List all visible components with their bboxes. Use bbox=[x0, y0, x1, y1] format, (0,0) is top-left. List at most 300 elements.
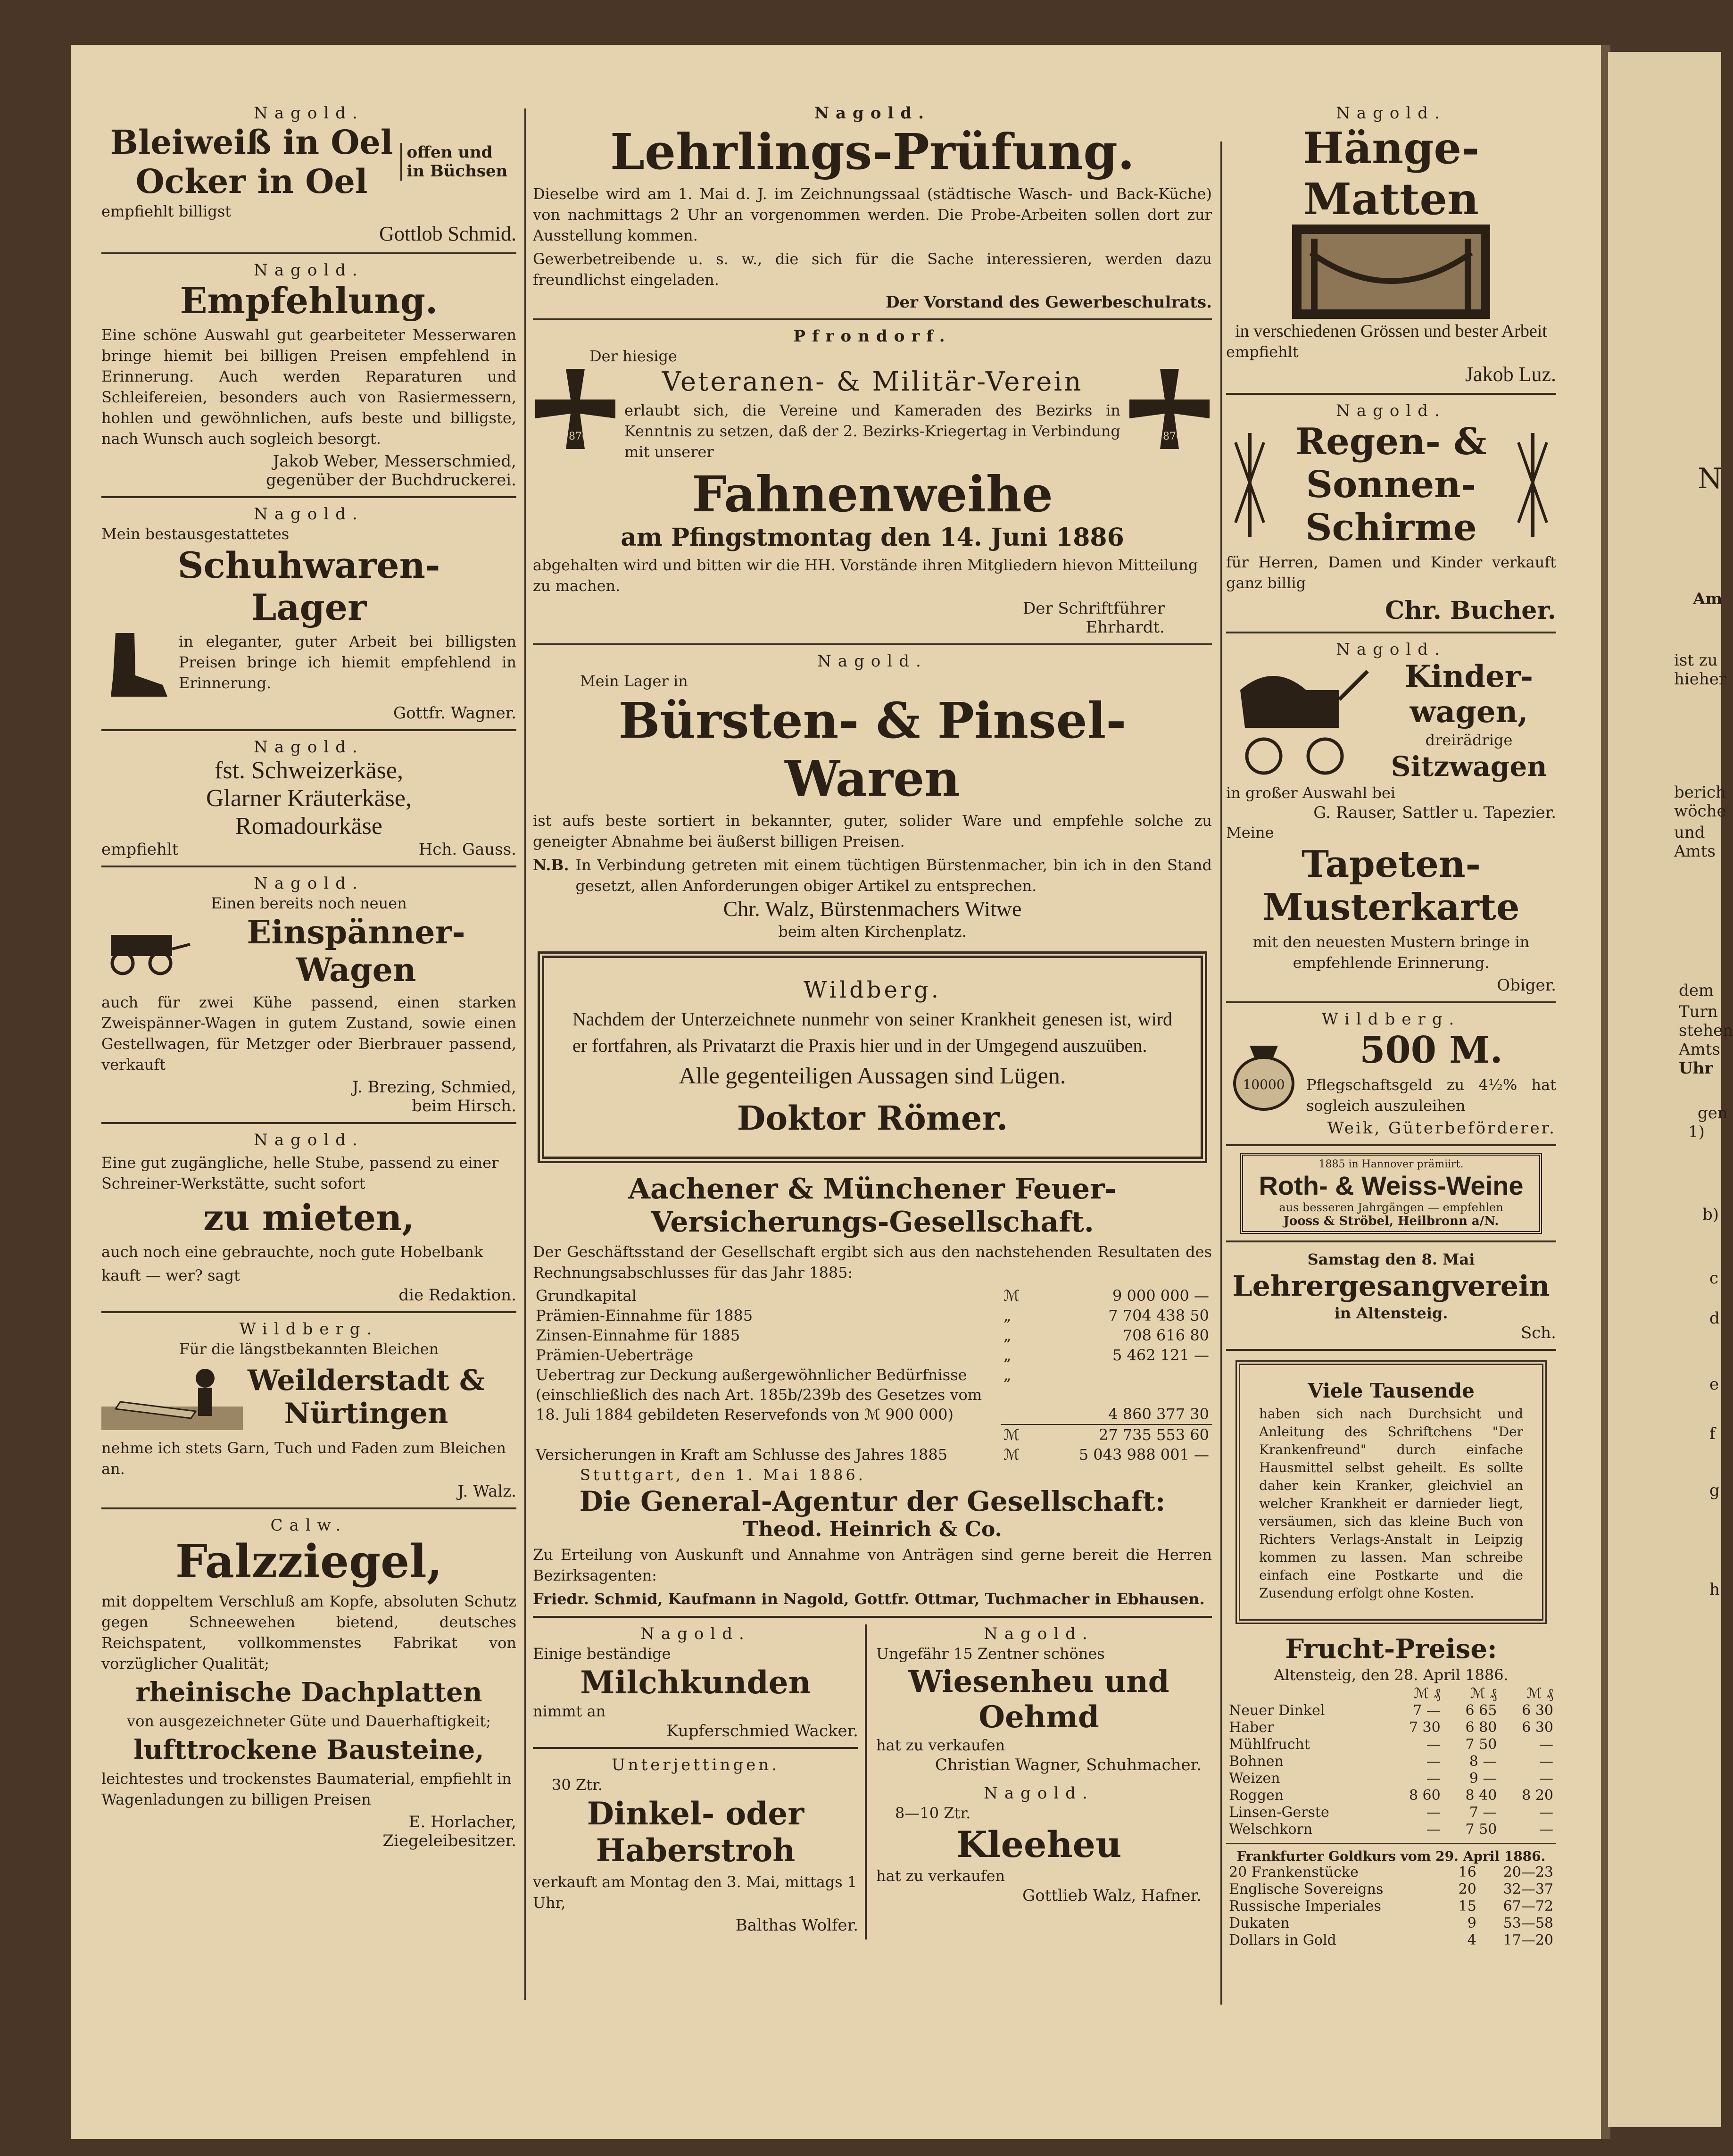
ad-text: ist aufs beste sortiert in bekannter, guter, solider Ware und empfehle solche zu geneigter Abnahme bei äußerst billigen Preisen. bbox=[533, 812, 1212, 850]
gold-title: Frankfurter Goldkurs vom 29. April 1886. bbox=[1236, 1848, 1546, 1864]
row-value: 27 735 553 60 bbox=[1030, 1424, 1212, 1445]
column-rule-2 bbox=[1220, 142, 1222, 2005]
bottom-ads-row bbox=[533, 1624, 1212, 1940]
row-value: 6 65 bbox=[1465, 1702, 1497, 1719]
ad-title: Bürsten- & Pinsel-Waren bbox=[618, 691, 1127, 807]
table-row bbox=[533, 1345, 1212, 1365]
ad-text: in großer Auswahl bei bbox=[1226, 784, 1396, 802]
ad-schuhwaren bbox=[101, 505, 516, 723]
ad-title: Bleiweiß in Oel bbox=[110, 123, 393, 162]
fragment: b) bbox=[1702, 1205, 1719, 1224]
row-value: 15 bbox=[1458, 1898, 1476, 1915]
row-label: Prämien-Einnahme für 1885 bbox=[536, 1307, 753, 1324]
row-value: — bbox=[1539, 1770, 1553, 1787]
divider bbox=[1226, 1144, 1556, 1146]
ad-title-2: Nürtingen bbox=[284, 1397, 448, 1430]
row-name: Haber bbox=[1229, 1719, 1274, 1736]
ad-signature: Doktor Römer. bbox=[737, 1099, 1008, 1138]
row-value: 32—37 bbox=[1503, 1881, 1553, 1898]
ad-title-4: Tapeten- bbox=[1301, 843, 1481, 886]
ad-text: haben sich nach Durchsicht und Anleitung des Schriftchens "Der Krankenfreund" durch einfache Hausmittel selbst geheilt. Es sollte daher kein Kranker, gleichviel an welcher Krankheit er darnieder liegt, versäumen, sich das kleine Buch von Richters Verlags-Anstalt in Leipzig kommen zu lassen. Man schreibe einfach eine Postkarte und die Zusendung erfolgt ohne Kosten. bbox=[1259, 1406, 1523, 1601]
ad-title: Roth- & Weiss-Weine bbox=[1259, 1171, 1524, 1200]
row-value: — bbox=[1539, 1736, 1553, 1753]
iron-cross-icon bbox=[533, 366, 618, 451]
row-value: 6 80 bbox=[1465, 1719, 1497, 1736]
table-row bbox=[533, 1424, 1212, 1445]
ad-place: Nagold. bbox=[254, 505, 364, 524]
prices-table bbox=[1226, 1685, 1556, 1838]
col-header: ℳ ₰ bbox=[1414, 1685, 1441, 1702]
ad-kleeheu bbox=[876, 1784, 1202, 1905]
ad-signature-2: Obiger. bbox=[1497, 976, 1556, 995]
ad-text: in verschiedenen Grössen und bester Arbeit bbox=[1235, 321, 1547, 341]
ad-text: Eine schöne Auswahl gut gearbeiteter Messerwaren bringe hiemit bei billigen Preisen empfehlend in Erinnerung. Auch werden Reparaturen und Schleifereien, besonders auch von Rasiermessern, hohlen und gewöhnlichen, aufs beste und billigste, nach Wunsch auch sogleich besorgt. bbox=[101, 326, 516, 448]
gold-table bbox=[1226, 1864, 1556, 1949]
ad-place: Nagold. bbox=[254, 1131, 364, 1149]
fragment: hieher bbox=[1674, 670, 1727, 689]
ad-qty: 8—10 Ztr. bbox=[895, 1804, 971, 1822]
ad-title: 500 M. bbox=[1360, 1029, 1503, 1072]
row-currency: ℳ bbox=[1001, 1424, 1030, 1445]
ad-versicherung bbox=[533, 1173, 1212, 1609]
ad-signature: G. Rauser, Sattler u. Tapezier. bbox=[1313, 803, 1556, 822]
ad-signature: Jakob Luz. bbox=[1465, 363, 1556, 386]
fragment: Turn bbox=[1679, 1002, 1718, 1021]
table-row bbox=[1226, 1804, 1556, 1821]
row-value: — bbox=[1539, 1804, 1553, 1821]
ad-agency: Die General-Agentur der Gesellschaft: bbox=[579, 1485, 1166, 1517]
row-label: Zinsen-Einnahme für 1885 bbox=[536, 1326, 740, 1344]
fragment: Uhr bbox=[1679, 1059, 1713, 1078]
ad-date: am Pfingstmontag den 14. Juni 1886 bbox=[621, 523, 1124, 552]
column-rule-1 bbox=[524, 108, 526, 2000]
table-row bbox=[1226, 1881, 1556, 1898]
row-value: 6 30 bbox=[1522, 1702, 1553, 1719]
table-row bbox=[1226, 1787, 1556, 1804]
row-name: Welschkorn bbox=[1229, 1821, 1313, 1838]
row-value: 9 bbox=[1467, 1915, 1476, 1931]
row-label: Versicherungen in Kraft am Schlusse des Jahres 1885 bbox=[536, 1446, 948, 1464]
fragment: e bbox=[1709, 1375, 1719, 1394]
row-value: — bbox=[1426, 1821, 1441, 1838]
ad-pretext: empfiehlt bbox=[1226, 343, 1299, 361]
pram-icon bbox=[1226, 662, 1377, 780]
iron-cross-icon bbox=[1127, 366, 1212, 451]
ad-text: nimmt an bbox=[533, 1702, 606, 1720]
row-name: Englische Sovereigns bbox=[1229, 1881, 1384, 1898]
ad-title-2: wagen, bbox=[1410, 694, 1528, 730]
divider bbox=[1226, 1001, 1556, 1003]
fragment: Amts bbox=[1674, 842, 1716, 861]
table-row bbox=[533, 1306, 1212, 1325]
ad-pretext: Für die längstbekannten Bleichen bbox=[179, 1340, 439, 1358]
divider bbox=[101, 1311, 516, 1313]
row-name: Dukaten bbox=[1229, 1915, 1290, 1931]
ad-empfehlung bbox=[101, 261, 516, 490]
row-value: 4 860 377 30 bbox=[1108, 1405, 1209, 1423]
ad-club: Veteranen- & Militär-Verein bbox=[662, 366, 1083, 397]
ad-signature: Balthas Wolfer. bbox=[735, 1916, 858, 1935]
ad-text-2: von ausgezeichneter Güte und Dauerhaftigkeit; bbox=[127, 1712, 491, 1730]
row-value: 16 bbox=[1458, 1864, 1476, 1881]
ad-fahnenweihe bbox=[533, 327, 1212, 637]
row-value: 4 bbox=[1467, 1932, 1476, 1948]
ad-title-3: Schirme bbox=[1305, 506, 1477, 549]
column-1 bbox=[101, 104, 516, 1855]
row-value: 7 — bbox=[1413, 1702, 1441, 1719]
ad-text-2: mit den neuesten Mustern bringe in empfehlende Erinnerung. bbox=[1252, 933, 1530, 972]
ad-text: hat zu verkaufen bbox=[876, 1736, 1005, 1754]
ad-text: hat zu verkaufen bbox=[876, 1867, 1005, 1885]
row-value: 7 — bbox=[1469, 1804, 1497, 1821]
ad-text: Eine gut zugängliche, helle Stube, passend zu einer Schreiner-Werkstätte, sucht sofort bbox=[101, 1154, 499, 1192]
ad-stroh bbox=[533, 1756, 858, 1935]
ad-side-1: offen und bbox=[406, 143, 493, 162]
row-value: 7 50 bbox=[1465, 1736, 1497, 1753]
row-name: Linsen-Gerste bbox=[1229, 1804, 1329, 1821]
table-row bbox=[1226, 1736, 1556, 1753]
ad-text: erlaubt sich, die Vereine und Kameraden des Bezirks in Kenntnis zu setzen, daß der 2. Bezirks-Kriegertag in Verbindung mit unserer bbox=[624, 401, 1120, 461]
ad-top: 1885 in Hannover prämiirt. bbox=[1318, 1158, 1464, 1170]
fragment: f bbox=[1709, 1424, 1716, 1443]
ad-title-2: rheinische Dachplatten bbox=[135, 1677, 482, 1708]
ad-subtitle: dreirädrige bbox=[1425, 731, 1513, 749]
ad-signature-2: Ziegeleibesitzer. bbox=[382, 1831, 516, 1850]
ad-pretext: Ungefähr 15 Zentner schönes bbox=[876, 1645, 1105, 1663]
ad-kaese bbox=[101, 738, 516, 859]
row-value: 8 60 bbox=[1409, 1787, 1441, 1804]
ad-title: Hänge-Matten bbox=[1302, 123, 1480, 225]
ad-title: Kinder- bbox=[1404, 659, 1534, 694]
row-value: 67—72 bbox=[1503, 1898, 1553, 1915]
goldkurs bbox=[1226, 1848, 1556, 1949]
ad-nb: N.B. bbox=[533, 856, 569, 874]
ad-signature: Jooss & Ströbel, Heilbronn a/N. bbox=[1283, 1214, 1499, 1228]
ad-text-2: Alle gegenteiligen Aussagen sind Lügen. bbox=[679, 1062, 1066, 1089]
row-name: Roggen bbox=[1229, 1787, 1284, 1804]
table-row bbox=[1226, 1898, 1556, 1915]
fragment: ist zu bbox=[1674, 651, 1718, 670]
ad-place: Pfrondorf. bbox=[793, 327, 952, 346]
ad-place: Nagold. bbox=[1336, 401, 1446, 420]
ad-agents: Friedr. Schmid, Kaufmann in Nagold, Gottfr. Ottmar, Tuchmacher in Ebhausen. bbox=[533, 1590, 1205, 1608]
ad-signature-2: beim alten Kirchenplatz. bbox=[778, 923, 967, 941]
bag-label: 10000 bbox=[1243, 1076, 1285, 1092]
ad-title: Kleeheu bbox=[956, 1823, 1122, 1865]
divider bbox=[1226, 632, 1556, 633]
ad-title: Dinkel- oder Haberstroh bbox=[587, 1795, 804, 1869]
ad-place: Nagold. bbox=[984, 1624, 1094, 1643]
ad-date: Samstag den 8. Mai bbox=[1307, 1250, 1475, 1268]
ad-text: auch für zwei Kühe passend, einen starken Zweispänner-Wagen in gutem Zustand, sowie einen Gestellwagen, für Metzger oder Bierbrauer passend, verkauft bbox=[101, 993, 516, 1074]
ad-text: mit doppeltem Verschluß am Kopfe, absoluten Schutz gegen Schneewehen bietend, deutsches Reichspatent, vollkommenstes Fabrikat von vorzüglicher Qualität; bbox=[101, 1592, 516, 1673]
row-value: 20 bbox=[1458, 1881, 1476, 1898]
col-header: ℳ ₰ bbox=[1470, 1685, 1497, 1702]
ad-title: Einspänner-Wagen bbox=[247, 914, 465, 989]
ad-lehrlings-pruefung bbox=[533, 104, 1212, 312]
row-value: 9 000 000 — bbox=[1112, 1287, 1209, 1305]
ad-title: zu mieten, bbox=[203, 1197, 415, 1239]
ad-place: in Altensteig. bbox=[1334, 1304, 1448, 1322]
ad-place: Nagold. bbox=[254, 104, 364, 123]
ad-place: Nagold. bbox=[984, 1784, 1094, 1803]
divider bbox=[533, 643, 1212, 645]
row-value: — bbox=[1426, 1736, 1441, 1753]
row-value: 5 043 988 001 — bbox=[1078, 1446, 1209, 1464]
divider bbox=[1226, 393, 1556, 395]
next-page-edge bbox=[1608, 52, 1721, 2127]
ad-text: aus besseren Jahrgängen — empfehlen bbox=[1279, 1201, 1503, 1214]
divider bbox=[533, 1747, 858, 1749]
fragment: Am bbox=[1693, 590, 1723, 608]
row-value: 9 — bbox=[1469, 1770, 1497, 1787]
boot-icon bbox=[101, 628, 172, 704]
ad-text: empfiehlt billigst bbox=[101, 202, 232, 220]
ad-pretext: Mein bestausgestattetes bbox=[101, 525, 290, 543]
ad-title: Lehrlings-Prüfung. bbox=[610, 123, 1135, 181]
ad-signature-2: beim Hirsch. bbox=[412, 1097, 516, 1115]
ad-pretext: Einige beständige bbox=[533, 1645, 671, 1663]
ad-buersten bbox=[533, 652, 1212, 942]
ad-text: für Herren, Damen und Kinder verkauft ganz billig bbox=[1226, 553, 1556, 592]
row-value: 8 — bbox=[1469, 1753, 1497, 1770]
ad-date: Stuttgart, den 1. Mai 1886. bbox=[580, 1466, 866, 1484]
ad-haengematten bbox=[1226, 104, 1556, 386]
row-value: 5 462 121 — bbox=[1112, 1346, 1209, 1364]
ad-place: Nagold. bbox=[1336, 104, 1446, 123]
cross-year: 1870 bbox=[1156, 431, 1183, 442]
divider bbox=[1226, 1843, 1556, 1844]
ad-signature: Gottlob Schmid. bbox=[379, 222, 516, 245]
table-row bbox=[533, 1286, 1212, 1306]
ad-title-5: Musterkarte bbox=[1262, 886, 1520, 929]
ad-text: Pflegschaftsgeld zu 4½% hat sogleich auszuleihen bbox=[1306, 1076, 1556, 1115]
fragment: stehen bbox=[1679, 1021, 1733, 1040]
ad-pretext: Der hiesige bbox=[589, 347, 677, 365]
row-value: — bbox=[1539, 1821, 1553, 1838]
fragment: berich bbox=[1674, 783, 1726, 802]
row-label: Prämien-Ueberträge bbox=[536, 1346, 694, 1364]
col-header: ℳ ₰ bbox=[1526, 1685, 1553, 1702]
ad-krankenfreund bbox=[1235, 1360, 1547, 1624]
ad-bleiweiss bbox=[101, 104, 516, 246]
table-row bbox=[1226, 1770, 1556, 1787]
ad-text: in eleganter, guter Arbeit bei billigsten Preisen bringe ich hiemit empfehlend in Erinnerung. bbox=[179, 633, 516, 692]
table-row bbox=[533, 1365, 1212, 1424]
row-currency: ℳ bbox=[1003, 1287, 1020, 1305]
ad-title-2: Sonnen- bbox=[1306, 463, 1476, 506]
cross-year: 1870 bbox=[562, 431, 589, 442]
fragment: d bbox=[1709, 1309, 1720, 1328]
ad-title-3: Sitzwagen bbox=[1391, 750, 1547, 782]
fragment: N bbox=[1698, 462, 1723, 495]
ad-pretext: Einen bereits noch neuen bbox=[211, 894, 407, 912]
divider bbox=[101, 1122, 516, 1124]
ad-title-2: Ocker in Oel bbox=[135, 162, 368, 201]
table-row bbox=[1226, 1864, 1556, 1881]
ad-signature: Chr. Walz, Bürstenmachers Witwe bbox=[723, 897, 1022, 921]
table-row bbox=[1226, 1753, 1556, 1770]
ad-signature: Gottlieb Walz, Hafner. bbox=[1022, 1886, 1202, 1905]
ad-text: nehme ich stets Garn, Tuch und Faden zum Bleichen an. bbox=[101, 1439, 506, 1478]
table-row bbox=[1226, 1932, 1556, 1949]
row-value: 7 50 bbox=[1465, 1821, 1497, 1838]
ad-stube bbox=[101, 1131, 516, 1305]
ad-line-2: Glarner Kräuterkäse, bbox=[206, 785, 412, 812]
row-value: — bbox=[1426, 1770, 1441, 1787]
ad-wiesenheu bbox=[876, 1624, 1202, 1774]
divider bbox=[101, 866, 516, 867]
ad-line-1: fst. Schweizerkäse, bbox=[215, 757, 403, 784]
row-value: 708 616 80 bbox=[1122, 1326, 1209, 1344]
ad-wagen bbox=[101, 874, 516, 1115]
ad-signature: Chr. Bucher. bbox=[1385, 596, 1556, 625]
table-row bbox=[533, 1445, 1212, 1465]
fragment: h bbox=[1709, 1580, 1720, 1599]
money-bag-icon bbox=[1226, 1036, 1302, 1112]
ad-signature-2: gegenüber der Buchdruckerei. bbox=[265, 471, 516, 490]
ad-bleichen bbox=[101, 1320, 516, 1501]
row-value: 6 30 bbox=[1522, 1719, 1553, 1736]
ad-place: Nagold. bbox=[254, 738, 364, 757]
fragment: gen bbox=[1698, 1104, 1728, 1123]
ad-gesangverein bbox=[1226, 1249, 1556, 1342]
ad-title: Falzziegel, bbox=[175, 1535, 443, 1588]
prices-subtitle: Altensteig, den 28. April 1886. bbox=[1274, 1666, 1509, 1684]
ad-place: Nagold. bbox=[254, 874, 364, 893]
fragment: wöche bbox=[1674, 802, 1726, 821]
row-value: — bbox=[1539, 1753, 1553, 1770]
ad-text-2: auch noch eine gebrauchte, noch gute Hobelbank bbox=[101, 1243, 483, 1261]
ad-place: Wildberg. bbox=[239, 1320, 379, 1339]
table-header bbox=[1226, 1685, 1556, 1702]
row-value: 7 704 438 50 bbox=[1108, 1307, 1209, 1324]
divider bbox=[101, 496, 516, 498]
ad-title: Viele Tausende bbox=[1308, 1379, 1475, 1402]
column-3 bbox=[1226, 104, 1556, 1954]
row-name: 20 Frankenstücke bbox=[1229, 1864, 1359, 1881]
fragment: und bbox=[1674, 823, 1705, 842]
ad-signature: Weik, Güterbeförderer. bbox=[1327, 1119, 1556, 1138]
ad-text: verkauft am Montag den 3. Mai, mittags 1 Uhr, bbox=[533, 1873, 857, 1912]
ad-pretext: Mein Lager in bbox=[580, 672, 688, 690]
row-value: 7 30 bbox=[1409, 1719, 1441, 1736]
ad-signature-2: Ehrhardt. bbox=[1086, 618, 1165, 637]
ad-place: Wildberg. bbox=[804, 977, 941, 1003]
ad-title: Aachener & Münchener Feuer-Versicherungs-Gesellschaft. bbox=[628, 1173, 1117, 1239]
hammock-illustration-icon bbox=[1292, 225, 1490, 319]
row-name: Weizen bbox=[1229, 1770, 1280, 1787]
table-row bbox=[533, 1325, 1212, 1345]
fragment: dem bbox=[1679, 981, 1714, 1000]
ad-doktor-roemer bbox=[538, 951, 1207, 1163]
ad-text-2: Gewerbetreibende u. s. w., die sich für die Sache interessieren, werden dazu freundlichst eingeladen. bbox=[533, 250, 1212, 289]
umbrella-icon bbox=[1509, 428, 1556, 541]
ad-side-2: in Büchsen bbox=[406, 162, 508, 181]
ad-signature: E. Horlacher, bbox=[408, 1813, 516, 1831]
ad-place: Nagold. bbox=[817, 652, 928, 671]
ad-place: Wildberg. bbox=[1321, 1010, 1461, 1029]
ad-line-3: Romadourkäse bbox=[235, 813, 382, 840]
ad-text: Der Geschäftsstand der Gesellschaft ergibt sich aus den nachstehenden Resultaten des Rechnungsabschlusses für das Jahr 1885: bbox=[533, 1243, 1212, 1282]
ad-title: Lehrergesangverein bbox=[1232, 1270, 1550, 1303]
divider bbox=[533, 1616, 1212, 1618]
divider bbox=[1226, 1349, 1556, 1351]
prices-title: Frucht-Preise: bbox=[1285, 1633, 1497, 1665]
ad-text-2: In Verbindung getreten mit einem tüchtigen Bürstenmacher, bin ich in den Stand gesetzt, allen Anforderungen obiger Artikel zu entsprechen. bbox=[575, 856, 1212, 895]
ad-pflegschaftsgeld bbox=[1226, 1010, 1556, 1138]
row-currency: „ bbox=[1003, 1307, 1012, 1324]
ad-signature: Sch. bbox=[1520, 1324, 1556, 1342]
row-value: 53—58 bbox=[1503, 1915, 1553, 1931]
fragment: g bbox=[1709, 1481, 1720, 1500]
ad-place: Nagold. bbox=[254, 261, 364, 280]
ad-signature: die Redaktion. bbox=[398, 1286, 516, 1305]
table-row bbox=[1226, 1702, 1556, 1719]
ad-milchkunden bbox=[533, 1624, 858, 1740]
ad-text-3: leichtestes und trockenstes Baumaterial, empfiehlt in Wagenladungen zu billigen Preisen bbox=[101, 1770, 512, 1808]
row-name: Mühlfrucht bbox=[1229, 1736, 1310, 1753]
ad-signature: Hch. Gauss. bbox=[418, 840, 516, 859]
ad-title: Wiesenheu und Oehmd bbox=[908, 1664, 1169, 1735]
ad-title: Weilderstadt & bbox=[248, 1364, 485, 1397]
ad-signature: J. Brezing, Schmied, bbox=[352, 1078, 516, 1097]
ad-place: Nagold. bbox=[814, 104, 931, 123]
ad-kinderwagen bbox=[1226, 640, 1556, 995]
divider bbox=[533, 318, 1212, 320]
fragment: c bbox=[1709, 1269, 1719, 1288]
ad-text-2: Zu Erteilung von Auskunft und Annahme von Anträgen sind gerne bereit die Herren Bezirksagenten: bbox=[533, 1546, 1212, 1584]
row-value: 20—23 bbox=[1503, 1864, 1553, 1881]
ad-title: Regen- & bbox=[1295, 420, 1487, 463]
ad-place: Nagold. bbox=[640, 1624, 751, 1643]
divider bbox=[101, 729, 516, 731]
bleaching-scene-icon bbox=[101, 1359, 243, 1435]
wagon-icon bbox=[101, 925, 191, 977]
row-currency: ℳ bbox=[1003, 1446, 1020, 1464]
column-2 bbox=[533, 104, 1212, 1940]
ad-text: Nachdem der Unterzeichnete nunmehr von seiner Krankheit genesen ist, wird er fortfahren, als Privatarzt die Praxis hier und in der Umgegend auszuüben. bbox=[572, 1008, 1172, 1056]
ad-weine bbox=[1240, 1153, 1542, 1234]
fruchtpreise bbox=[1226, 1633, 1556, 1838]
row-currency: „ bbox=[1003, 1346, 1012, 1364]
ad-title: Fahnenweihe bbox=[692, 465, 1053, 523]
ad-text-2: abgehalten wird und bitten wir die HH. Vorstände ihren Mitgliedern hievon Mitteilung zu machen. bbox=[533, 556, 1198, 595]
ad-title-3: lufttrockene Bausteine, bbox=[133, 1734, 484, 1765]
ad-signature: Der Schriftführer bbox=[1022, 599, 1165, 618]
row-currency: „ bbox=[1003, 1366, 1012, 1384]
ad-text-3: kauft — wer? sagt bbox=[101, 1266, 240, 1284]
ad-place: Unterjettingen. bbox=[612, 1756, 779, 1774]
row-value: 8 40 bbox=[1465, 1787, 1497, 1804]
ad-pretext-2: Meine bbox=[1226, 824, 1274, 841]
ad-place: Calw. bbox=[270, 1516, 348, 1535]
ad-title: Empfehlung. bbox=[180, 280, 438, 322]
ad-signature: Kupferschmied Wacker. bbox=[666, 1722, 858, 1740]
ad-qty: 30 Ztr. bbox=[552, 1776, 603, 1794]
row-value: 8 20 bbox=[1522, 1787, 1553, 1804]
ad-schirme bbox=[1226, 401, 1556, 625]
row-currency: „ bbox=[1003, 1326, 1012, 1344]
table-row bbox=[1226, 1915, 1556, 1932]
table-row bbox=[1226, 1719, 1556, 1736]
row-name: Bohnen bbox=[1229, 1753, 1284, 1770]
fragment: 1) bbox=[1688, 1123, 1705, 1141]
ad-signature: Christian Wagner, Schuhmacher. bbox=[935, 1756, 1202, 1774]
table-row bbox=[1226, 1821, 1556, 1838]
ad-title-2: Lager bbox=[251, 586, 367, 628]
row-label: Uebertrag zur Deckung außergewöhnlicher Bedürfnisse (einschließlich des nach Art. 185b/239b des Gesetzes vom 18. Juli 1884 gebildeten Reservefonds von ℳ 900 000) bbox=[536, 1366, 982, 1423]
